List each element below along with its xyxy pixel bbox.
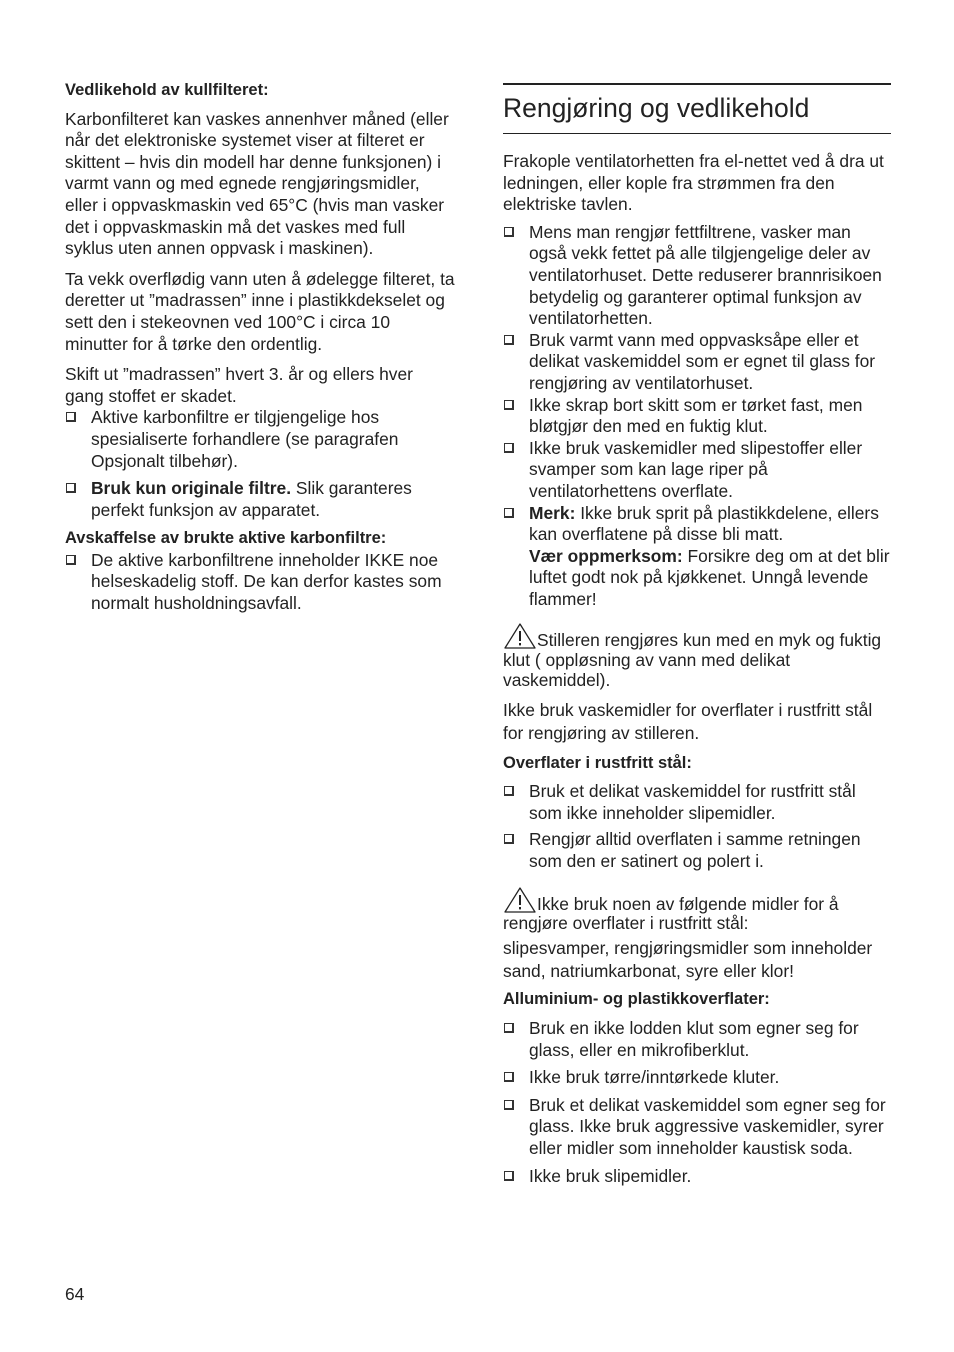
page-title: Rengjøring og vedlikehold xyxy=(503,93,810,123)
list-item: Mens man rengjør fettfiltrene, vasker man også vekk fettet på alle tilgjengelige deler av ventilatorhuset. Dette reduserer brannrisikoen betydelig og garanterer optimal funksjon av ventilatorhetten. xyxy=(503,222,891,330)
list-item: Bruk et delikat vaskemiddel som egner seg for glass. Ikke bruk aggressive vaskemidler, syrer eller midler som inneholder kaustisk soda. xyxy=(503,1095,891,1160)
intro-paragraph: Frakople ventilatorhetten fra el-nettet ved å dra ut ledningen, eller kople fra strømmen fra den elektriske tavlen. xyxy=(503,151,884,215)
checkbox-icon xyxy=(504,227,514,237)
paragraph: slipesvamper, rengjøringsmidler som inneholder sand, natriumkarbonat, syre eller klor! xyxy=(503,938,873,982)
list-item: Bruk en ikke lodden klut som egner seg for glass, eller en mikrofiberklut. xyxy=(503,1018,891,1061)
list-item: De aktive karbonfiltrene inneholder IKKE noe helseskadelig stoff. De kan derfor kastes som normalt husholdningsavfall. xyxy=(65,550,455,615)
checklist xyxy=(503,222,891,611)
list-item: Ikke bruk tørre/inntørkede kluter. xyxy=(503,1067,891,1089)
checkbox-icon xyxy=(504,443,514,453)
list-item: Bruk et delikat vaskemiddel for rustfritt stål som ikke inneholder slipemidler. xyxy=(503,781,891,824)
list-item: Ikke bruk slipemidler. xyxy=(503,1166,891,1188)
checklist xyxy=(503,781,891,872)
checkbox-icon xyxy=(504,1023,514,1033)
warning-note: Stilleren rengjøres kun med en myk og fuktig klut ( oppløsning av vann med delikat vaskemiddel). xyxy=(503,622,891,690)
checkbox-icon xyxy=(504,1171,514,1181)
checklist xyxy=(65,550,455,615)
list-item: Bruk kun originale filtre. Slik garanteres perfekt funksjon av apparatet. xyxy=(65,478,455,521)
list-item: Ikke skrap bort skitt som er tørket fast, men bløtgjør den med en fuktig klut. xyxy=(503,395,891,438)
paragraph: Karbonfilteret kan vaskes annenhver måned (eller når det elektroniske systemet viser at filteret er skittent – hvis din modell har denne funksjonen) i varmt vann og med egnede rengjøringsmidler, eller i oppvaskmaskin ved 65°C (hvis man vasker det i oppvaskmaskin må det vaskes med full syklus uten annen oppvask i maskinen). xyxy=(65,108,449,259)
right-column xyxy=(503,83,891,1187)
warning-note: Ikke bruk noen av følgende midler for å rengjøre overflater i rustfritt stål: xyxy=(503,886,891,933)
section-heading-disposal: Avskaffelse av brukte aktive karbonfiltre: xyxy=(65,529,387,548)
paragraph: Ta vekk overflødig vann uten å ødelegge filteret, ta deretter ut ”madrassen” inne i plastikkdekselet og sett den i stekeovnen ved 100°C i circa 10 minutter for å tørke den ordentlig. xyxy=(65,268,455,354)
checkbox-icon xyxy=(504,400,514,410)
checkbox-icon xyxy=(504,834,514,844)
list-item: Rengjør alltid overflaten i samme retningen som den er satinert og polert i. xyxy=(503,829,891,872)
checklist xyxy=(503,1018,891,1187)
checkbox-icon xyxy=(504,1072,514,1082)
title-rule-bottom xyxy=(503,133,891,134)
checkbox-icon xyxy=(504,335,514,345)
list-item: Bruk varmt vann med oppvasksåpe eller et delikat vaskemiddel som er egnet til glass for rengjøring av ventilatorhuset. xyxy=(503,330,891,395)
warning-triangle-icon xyxy=(503,886,537,914)
section-heading-maintenance: Vedlikehold av kullfilteret: xyxy=(65,81,269,99)
page-number: 64 xyxy=(65,1284,85,1304)
checkbox-icon xyxy=(66,555,76,565)
checklist xyxy=(65,407,455,521)
checkbox-icon xyxy=(66,483,76,493)
checkbox-icon xyxy=(504,1100,514,1110)
list-item: Merk: Ikke bruk sprit på plastikkdelene, ellers kan overflatene på disse bli matt. Vær oppmerksom: Forsikre deg om at det blir luftet godt nok på kjøkkenet. Unngå levende flammer! xyxy=(503,503,891,611)
list-item: Aktive karbonfiltre er tilgjengelige hos spesialiserte forhandlere (se paragrafen Opsjonalt tilbehør). xyxy=(65,407,455,472)
left-column xyxy=(65,80,455,615)
section-heading-steel: Overflater i rustfritt stål: xyxy=(503,754,692,773)
paragraph: Skift ut ”madrassen” hvert 3. år og ellers hver gang stoffet er skadet. xyxy=(65,364,413,406)
paragraph: Ikke bruk vaskemidler for overflater i rustfritt stål for rengjøring av stilleren. xyxy=(503,700,873,744)
section-heading-aluminium: Alluminium- og plastikkoverflater: xyxy=(503,990,770,1009)
list-item: Ikke bruk vaskemidler med slipestoffer eller svamper som kan lage riper på ventilatorhettens overflate. xyxy=(503,438,891,503)
warning-triangle-icon xyxy=(503,622,537,650)
checkbox-icon xyxy=(504,508,514,518)
checkbox-icon xyxy=(66,412,76,422)
checkbox-icon xyxy=(504,786,514,796)
